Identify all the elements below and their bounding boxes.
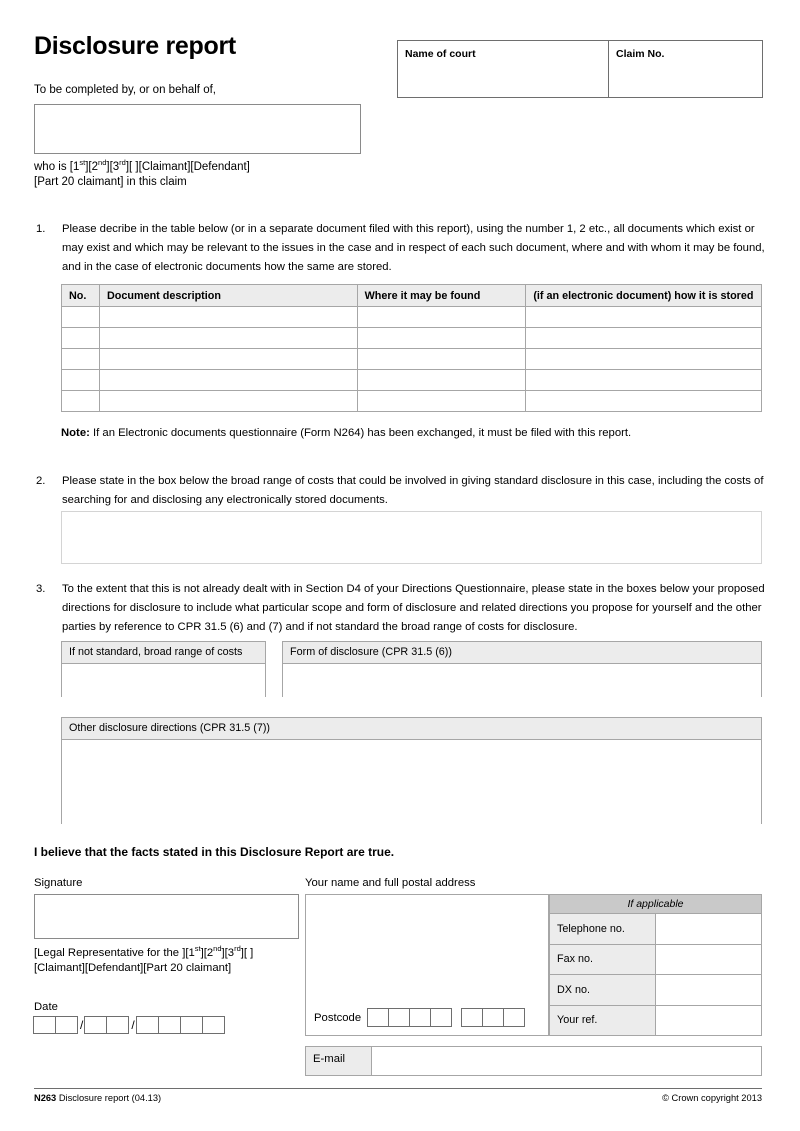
name-of-court-label: Name of court — [405, 48, 476, 60]
if-applicable-header: If applicable — [550, 895, 762, 914]
cell-how-stored[interactable] — [526, 370, 762, 391]
cell-where-found[interactable] — [357, 349, 526, 370]
date-year-box[interactable] — [136, 1016, 159, 1034]
postcode-box[interactable] — [503, 1008, 525, 1027]
question-2-number: 2. — [36, 475, 46, 487]
date-input-group — [34, 1016, 225, 1034]
contact-row-telephone — [550, 914, 762, 944]
date-day-box[interactable] — [33, 1016, 56, 1034]
footer-divider — [34, 1088, 762, 1089]
cell-no[interactable] — [62, 307, 100, 328]
ordinal-3rd: rd — [119, 158, 126, 168]
dx-label: DX no. — [550, 975, 656, 1005]
if-not-standard-costs-caption: If not standard, broad range of costs — [62, 642, 265, 664]
cell-description[interactable] — [99, 328, 357, 349]
contact-row-your-ref — [550, 1005, 762, 1035]
table-row[interactable] — [62, 349, 762, 370]
cell-how-stored[interactable] — [526, 307, 762, 328]
date-year-box[interactable] — [180, 1016, 203, 1034]
email-label: E-mail — [306, 1047, 372, 1075]
document-table-body — [62, 307, 762, 412]
postcode-box[interactable] — [388, 1008, 410, 1027]
who-is-line2: [Part 20 claimant] in this claim — [34, 176, 187, 188]
table-row[interactable] — [62, 307, 762, 328]
email-input[interactable] — [372, 1047, 761, 1075]
document-table — [61, 284, 762, 412]
note-line — [61, 427, 631, 439]
completed-by-label: To be completed by, or on behalf of, — [34, 84, 216, 96]
footer-form-code: N263 — [34, 1093, 57, 1103]
postcode-box[interactable] — [409, 1008, 431, 1027]
claim-no-label: Claim No. — [616, 48, 665, 60]
broad-range-of-costs-input[interactable] — [61, 511, 762, 564]
contact-row-dx — [550, 975, 762, 1005]
note-label: Note: — [61, 427, 90, 439]
column-header-where-found: Where it may be found — [357, 285, 526, 307]
postcode-label: Postcode — [314, 1011, 362, 1024]
capacity-text-b: ][2 — [200, 947, 214, 959]
ordinal-1st: st — [194, 944, 201, 954]
capacity-line2: [Claimant][Defendant][Part 20 claimant] — [34, 962, 232, 974]
party-name-input[interactable] — [34, 104, 361, 154]
cell-no[interactable] — [62, 349, 100, 370]
table-row[interactable] — [62, 328, 762, 349]
footer-form-reference — [34, 1093, 161, 1103]
date-month-box[interactable] — [106, 1016, 129, 1034]
who-is-text-a: who is [1 — [34, 161, 80, 173]
name-of-court-cell[interactable] — [398, 41, 609, 97]
form-of-disclosure-input[interactable] — [283, 664, 761, 697]
telephone-input[interactable] — [656, 914, 762, 944]
footer-copyright: © Crown copyright 2013 — [662, 1093, 762, 1103]
who-is-text-c: ][3 — [106, 161, 120, 173]
ordinal-2nd: nd — [98, 158, 107, 168]
contact-details-table — [549, 894, 762, 1036]
email-row — [305, 1046, 762, 1076]
address-contact-group — [305, 894, 762, 1036]
column-header-no: No. — [62, 285, 100, 307]
cell-where-found[interactable] — [357, 328, 526, 349]
cell-description[interactable] — [99, 391, 357, 412]
date-separator: / — [131, 1018, 135, 1032]
telephone-label: Telephone no. — [550, 914, 656, 944]
question-2-text: Please state in the box below the broad range of costs that could be involved in giving standard disclosure in this case, including the costs of searching for and disclosing any electronically stored documents. — [62, 475, 764, 506]
other-disclosure-directions-box — [61, 717, 762, 824]
column-header-how-stored: (if an electronic document) how it is stored — [526, 285, 762, 307]
other-disclosure-directions-input[interactable] — [62, 740, 761, 824]
cell-where-found[interactable] — [357, 391, 526, 412]
note-text: If an Electronic documents questionnaire (Form N264) has been exchanged, it must be filed with this report. — [89, 427, 632, 439]
footer-form-name: Disclosure report (04.13) — [56, 1093, 162, 1103]
column-header-description: Document description — [99, 285, 357, 307]
date-day-box[interactable] — [55, 1016, 78, 1034]
who-is-text-b: ][2 — [85, 161, 99, 173]
form-of-disclosure-box — [282, 641, 762, 697]
table-header-row — [62, 285, 762, 307]
claim-no-cell[interactable] — [609, 41, 762, 97]
statement-of-truth-heading: I believe that the facts stated in this Disclosure Report are true. — [34, 845, 395, 859]
capacity-text-d: ][ ] — [240, 947, 254, 959]
question-1 — [36, 220, 766, 277]
question-3-number: 3. — [36, 583, 46, 595]
cell-description[interactable] — [99, 349, 357, 370]
cell-where-found[interactable] — [357, 307, 526, 328]
capacity-text-c: ][3 — [221, 947, 235, 959]
if-not-standard-costs-box — [61, 641, 266, 697]
postcode-box[interactable] — [461, 1008, 483, 1027]
dx-input[interactable] — [656, 975, 762, 1005]
form-of-disclosure-caption: Form of disclosure (CPR 31.5 (6)) — [283, 642, 761, 664]
signature-input[interactable] — [34, 894, 299, 939]
cell-no[interactable] — [62, 370, 100, 391]
signatory-capacity-label — [34, 946, 309, 976]
date-separator: / — [80, 1018, 84, 1032]
date-month-box[interactable] — [84, 1016, 107, 1034]
cell-how-stored[interactable] — [526, 349, 762, 370]
question-3-text: To the extent that this is not already dealt with in Section D4 of your Directions Questionnaire, please state in the boxes below your proposed directions for disclosure to include what particular scope and form of disclosure and related directions you propose for yourself and the other parties by reference to CPR 31.5 (6) and (7) and if not standard the broad range of costs for disclosure. — [62, 583, 765, 633]
contact-row-fax — [550, 944, 762, 974]
cell-how-stored[interactable] — [526, 391, 762, 412]
question-2 — [36, 472, 766, 510]
postcode-box[interactable] — [367, 1008, 389, 1027]
if-not-standard-costs-input[interactable] — [62, 664, 265, 697]
cell-no[interactable] — [62, 328, 100, 349]
cell-how-stored[interactable] — [526, 328, 762, 349]
address-label: Your name and full postal address — [305, 877, 476, 889]
cell-description[interactable] — [99, 307, 357, 328]
signature-label: Signature — [34, 877, 83, 889]
ordinal-3rd: rd — [234, 944, 241, 954]
fax-label: Fax no. — [550, 944, 656, 974]
capacity-text-a: [Legal Representative for the ][1 — [34, 947, 195, 959]
postcode-box[interactable] — [482, 1008, 504, 1027]
date-label: Date — [34, 1001, 58, 1013]
question-3 — [36, 580, 766, 637]
who-is-label — [34, 160, 250, 190]
your-ref-label: Your ref. — [550, 1005, 656, 1035]
fax-input[interactable] — [656, 944, 762, 974]
your-ref-input[interactable] — [656, 1005, 762, 1035]
postcode-box[interactable] — [430, 1008, 452, 1027]
ordinal-1st: st — [79, 158, 86, 168]
court-details-box — [397, 40, 763, 98]
if-applicable-row — [550, 895, 762, 914]
address-input[interactable] — [305, 894, 549, 1036]
question-1-text: Please decribe in the table below (or in a separate document filed with this report), using the number 1, 2 etc., all documents which exist or may exist and which may be relevant to the issues in the case and in respect of each such document, where and with whom it may be found, and in the case of electronic documents how the same are stored. — [62, 223, 765, 273]
cell-where-found[interactable] — [357, 370, 526, 391]
table-row[interactable] — [62, 370, 762, 391]
date-year-box[interactable] — [202, 1016, 225, 1034]
date-year-box[interactable] — [158, 1016, 181, 1034]
ordinal-2nd: nd — [213, 944, 222, 954]
cell-description[interactable] — [99, 370, 357, 391]
other-disclosure-directions-caption: Other disclosure directions (CPR 31.5 (7)) — [62, 718, 761, 740]
postcode-group — [314, 1008, 525, 1027]
who-is-text-d: ][ ][Claimant][Defendant] — [125, 161, 250, 173]
cell-no[interactable] — [62, 391, 100, 412]
question-1-number: 1. — [36, 223, 46, 235]
table-row[interactable] — [62, 391, 762, 412]
who-is-line1 — [34, 158, 250, 173]
page-title: Disclosure report — [34, 32, 236, 60]
